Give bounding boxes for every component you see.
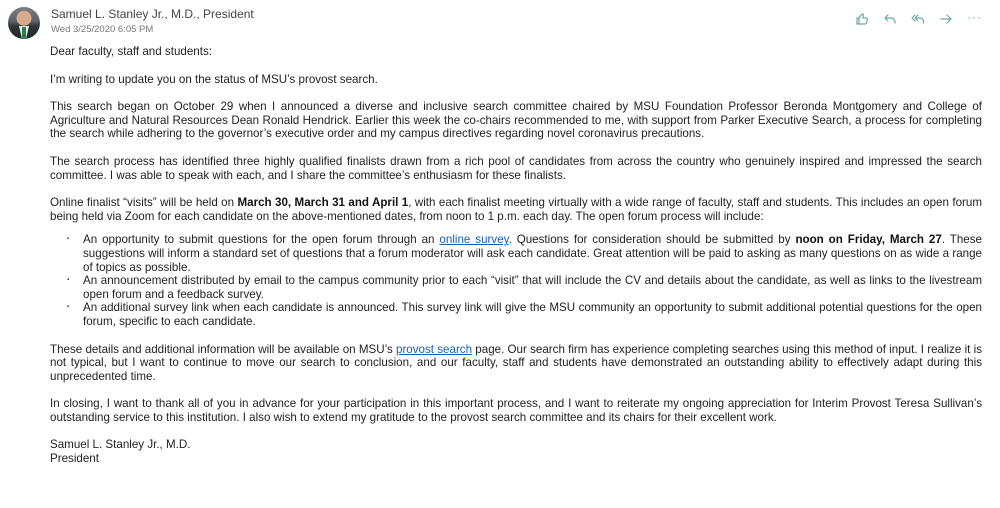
paragraph-finalists: The search process has identified three highly qualified finalists drawn from a rich pool of candidates from across the country who genuinely inspired and impressed the search committee. I was able to speak with each, and I share the committee’s enthusiasm for these finalists. bbox=[50, 154, 982, 182]
more-icon: ··· bbox=[967, 9, 982, 24]
provost-search-link[interactable]: provost search bbox=[396, 342, 473, 356]
bullet1-before: An opportunity to submit questions for the open forum through an bbox=[83, 233, 440, 247]
online-survey-link[interactable]: online survey bbox=[439, 233, 509, 247]
signature-title: President bbox=[50, 452, 99, 466]
visits-text-after: , with each finalist meeting virtually with a wide range of faculty, staff and students. This includes an open forum being held via Zoom for each candidate on the above-mentioned dates, from noon to 1 p.m. each day. The open forum process will include: bbox=[50, 196, 982, 223]
bullet1-middle: . Questions for consideration should be submitted by bbox=[508, 233, 796, 247]
paragraph-closing: In closing, I want to thank all of you in advance for your participation in this important process, and I want to reiterate my ongoing appreciation for Interim Provost Teresa Sullivan’s outstanding service to this institution. I also wish to extend my gratitude to the provost search committee and its chairs for their excellent work. bbox=[50, 397, 982, 424]
details-text-before: These details and additional information will be available on MSU’s bbox=[50, 342, 396, 356]
signature-name: Samuel L. Stanley Jr., M.D. bbox=[50, 438, 191, 452]
reply-icon bbox=[883, 12, 897, 26]
forum-process-list bbox=[50, 233, 982, 328]
avatar-tie bbox=[22, 27, 26, 39]
submission-deadline: noon on Friday, March 27 bbox=[795, 233, 942, 247]
visit-dates: March 30, March 31 and April 1 bbox=[237, 196, 409, 210]
reply-all-button[interactable] bbox=[911, 12, 925, 26]
like-icon bbox=[855, 12, 869, 26]
paragraph-details bbox=[50, 343, 982, 384]
list-item: ▪ An announcement distributed by email to the campus community prior to each “visit” that will include the CV and details about the candidate, as well as links to the livestream open forum and a feedback survey. bbox=[83, 274, 982, 301]
paragraph-search-history: This search began on October 29 when I announced a diverse and inclusive search committee chaired by MSU Foundation Professor Beronda Montgomery and College of Agriculture and Natural Resources Dean Ronald Hendrick. Earlier this week the co-chairs recommended to me, with support from Parker Executive Search, a process for completing the search while adhering to the governor’s executive order and my campus directives regarding novel coronavirus precautions. bbox=[50, 100, 982, 141]
reply-all-icon bbox=[911, 12, 925, 26]
forward-button[interactable] bbox=[939, 12, 953, 26]
message-actions-toolbar bbox=[855, 9, 982, 26]
paragraph-visits bbox=[50, 196, 982, 223]
sender-name[interactable]: Samuel L. Stanley Jr., M.D., President bbox=[51, 7, 254, 21]
paragraph-intro: I’m writing to update you on the status of MSU’s provost search. bbox=[50, 72, 378, 86]
forward-icon bbox=[939, 12, 953, 26]
visits-text-before: Online finalist “visits” will be held on bbox=[50, 196, 238, 210]
more-actions-button[interactable] bbox=[967, 10, 982, 24]
bullet1-after: . These suggestions will inform a standard set of questions that a forum moderator will ask each candidate. Great attention will be paid to asking as many questions on as wide a range of topics as possible. bbox=[83, 233, 982, 274]
like-button[interactable] bbox=[855, 12, 869, 26]
reply-button[interactable] bbox=[883, 12, 897, 26]
details-text-after: page. Our search firm has experience completing searches using this method of input. I realize it is not typical, but I want to continue to move our search to conclusion, and our faculty, staff and students have demonstrated an outstanding ability to effectively adapt during this unprecedented time. bbox=[50, 342, 983, 383]
list-item: ▪ An additional survey link when each candidate is announced. This survey link will give the MSU community an opportunity to submit additional potential questions for the open forum, specific to each candidate. bbox=[83, 301, 982, 328]
list-item bbox=[83, 233, 982, 274]
signature bbox=[50, 438, 982, 465]
sent-date: Wed 3/25/2020 6:05 PM bbox=[51, 24, 154, 35]
greeting: Dear faculty, staff and students: bbox=[50, 45, 212, 58]
message-body bbox=[50, 45, 982, 466]
sender-avatar[interactable] bbox=[8, 7, 40, 39]
